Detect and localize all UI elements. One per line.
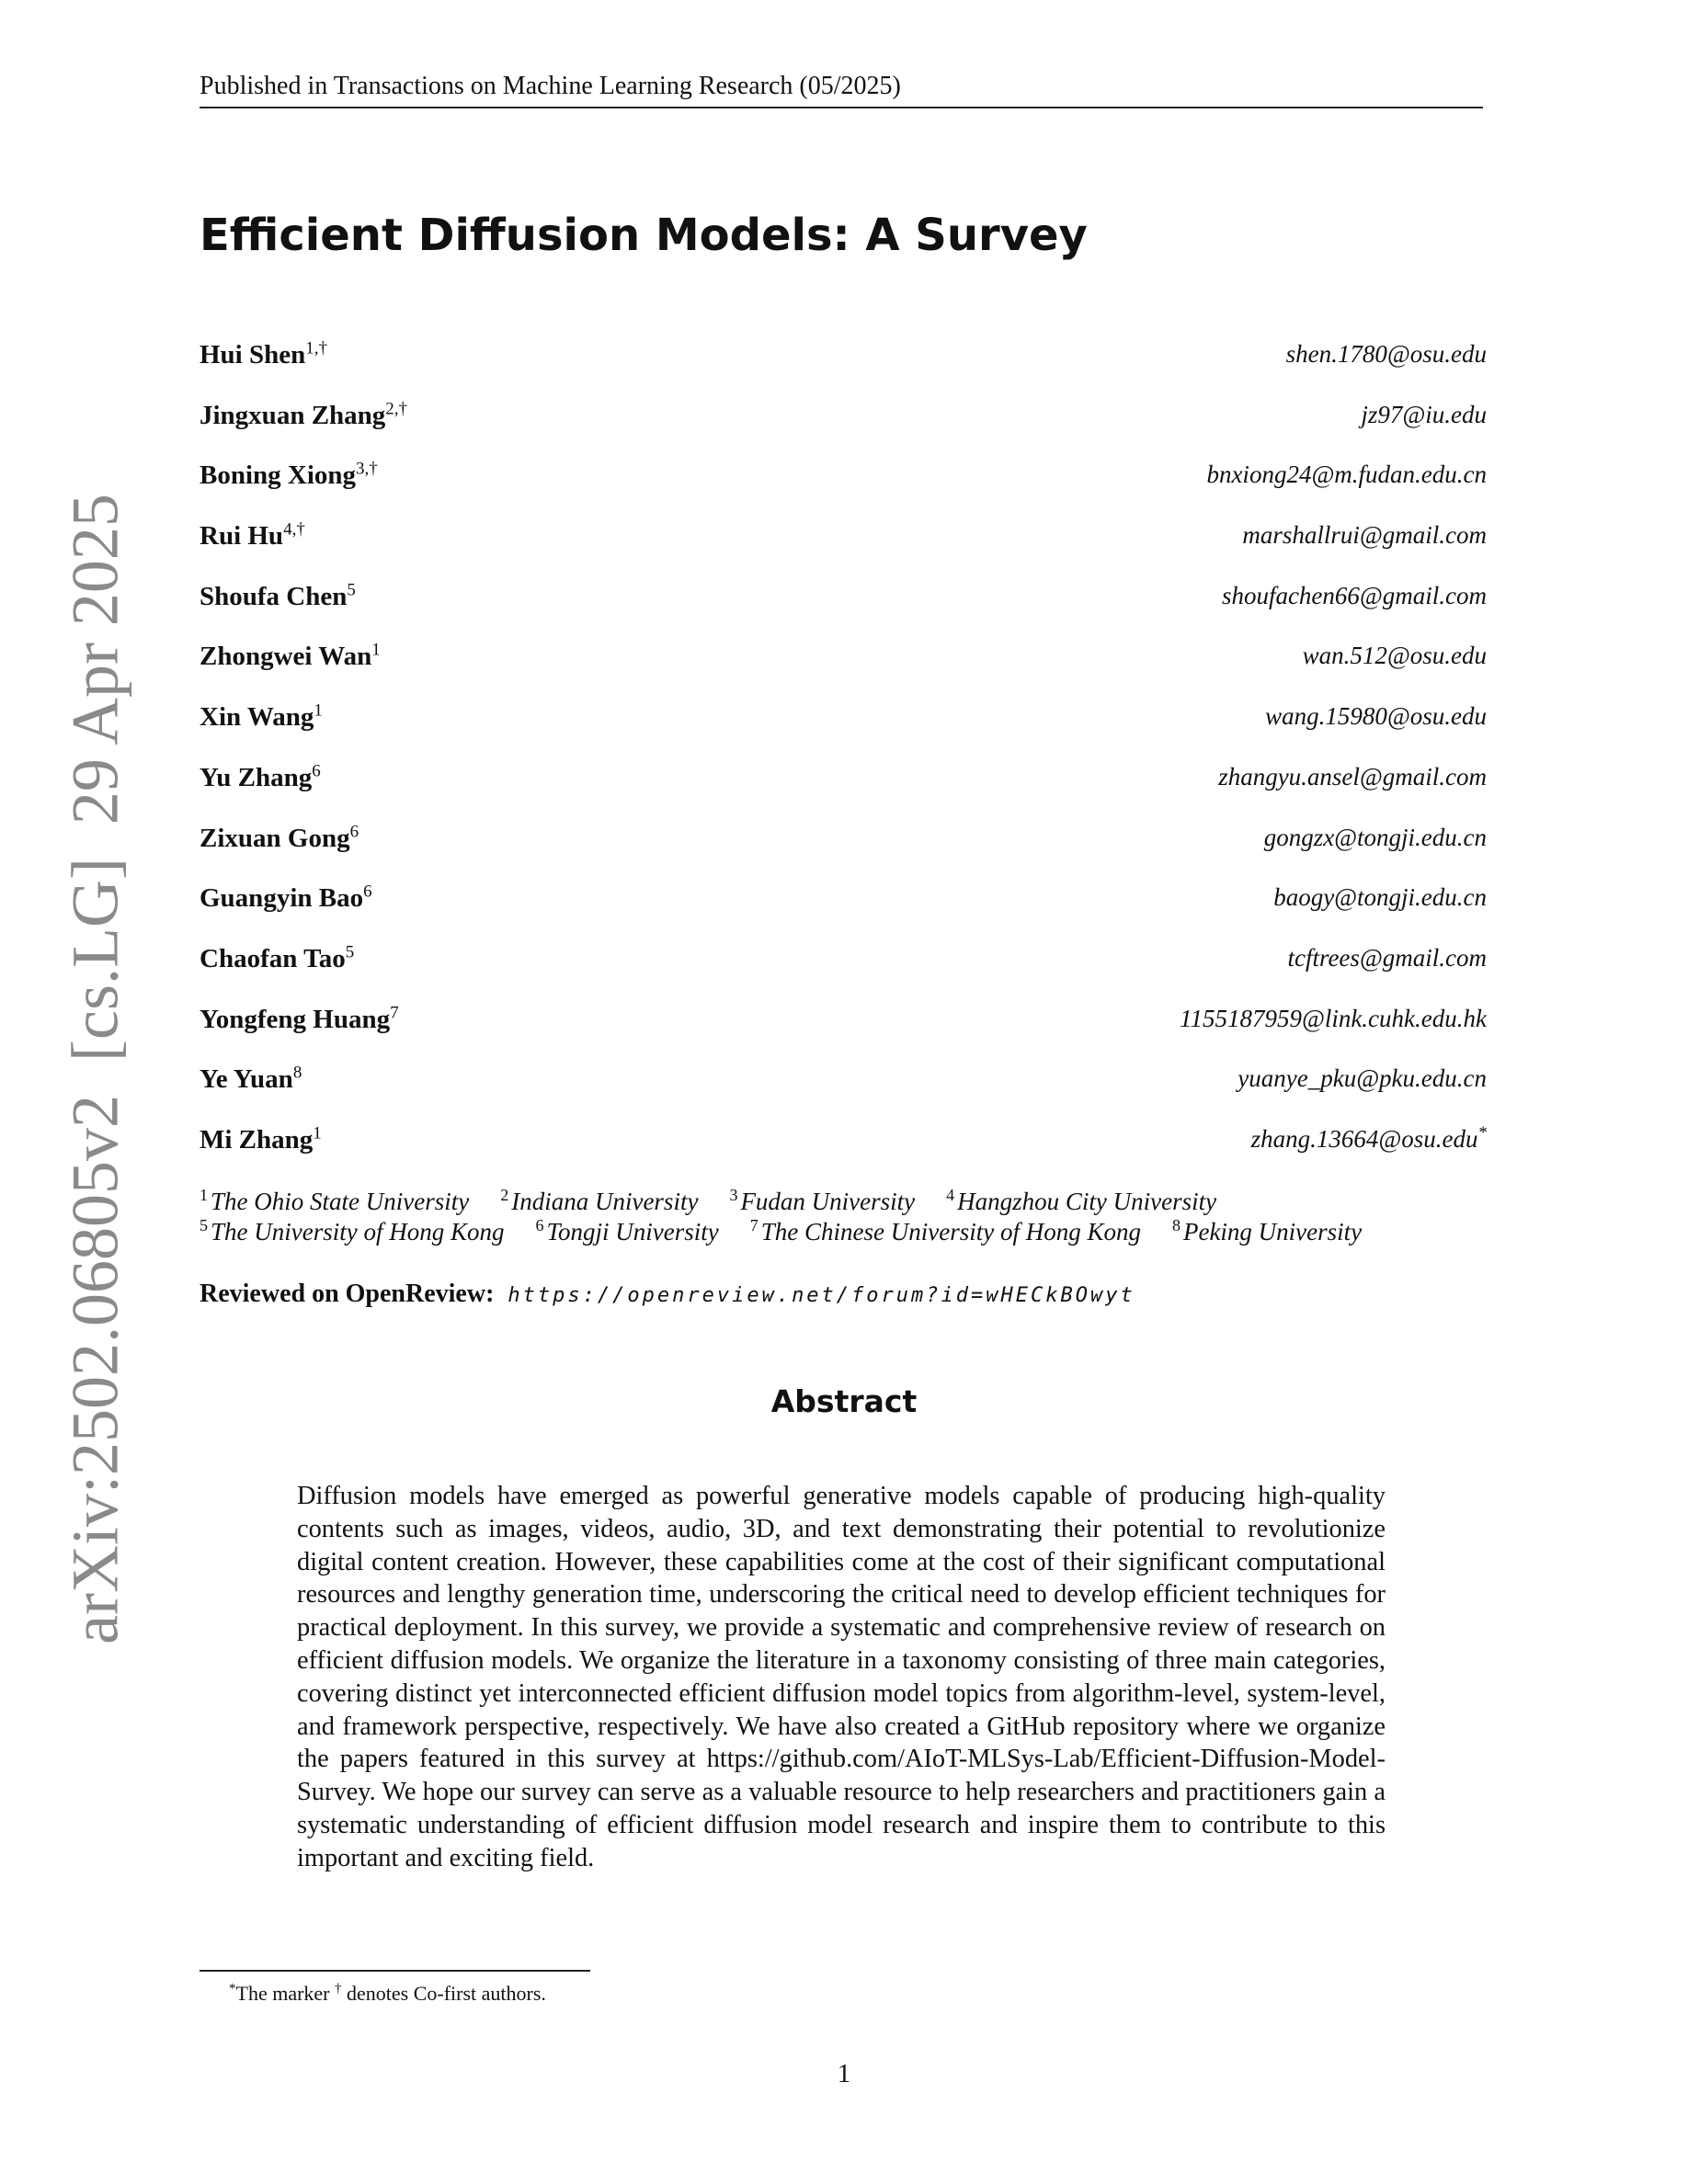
running-header: Published in Transactions on Machine Learning Research (05/2025) (200, 72, 1483, 108)
author-affiliation-marker: 3,† (356, 459, 378, 479)
author-name (200, 401, 407, 431)
author-email-text: jz97@iu.edu (1361, 400, 1487, 428)
author-email-text: zhang.13664@osu.edu (1250, 1124, 1478, 1153)
author-list (200, 340, 1487, 1186)
affiliation (729, 1188, 915, 1215)
affiliation-name: The Chinese University of Hong Kong (760, 1218, 1141, 1246)
abstract-body: Diffusion models have emerged as powerful generative models capable of producing high-quality contents such as images, videos, audio, 3D, and text demonstrating their potential to revolutionize digital content creation. However, these capabilities come at the cost of their significant computational resources and lengthy generation time, underscoring the critical need to develop efficient techniques for practical deployment. In this survey, we provide a systematic and comprehensive review of research on efficient diffusion models. We organize the literature in a taxonomy consisting of three main categories, covering distinct yet interconnected efficient diffusion model topics from algorithm-level, system-level, and framework perspective, respectively. We have also created a GitHub repository where we organize the papers featured in this survey at https://github.com/AIoT-MLSys-Lab/Efficient-Diffusion-Model-Survey. We hope our survey can serve as a valuable resource to help researchers and practitioners gain a systematic understanding of efficient diffusion model research and inspire them to contribute to this important and exciting field. (297, 1482, 1386, 1872)
author-email[interactable] (1222, 582, 1487, 610)
author-name-text: Jingxuan Zhang (200, 400, 386, 430)
author-name (200, 883, 372, 914)
page-number: 1 (837, 2059, 851, 2088)
openreview-link[interactable]: https://openreview.net/forum?id=wHECkBOwyt (508, 1284, 1135, 1307)
author-email-text: shen.1780@osu.edu (1285, 340, 1487, 368)
author-row (200, 883, 1487, 944)
affiliation-name: Fudan University (740, 1188, 916, 1215)
author-name (200, 461, 378, 491)
author-email[interactable] (1237, 1064, 1487, 1093)
affiliation (500, 1188, 698, 1215)
author-email-text: marshallrui@gmail.com (1242, 521, 1487, 550)
author-email[interactable] (1218, 763, 1487, 791)
author-row (200, 763, 1487, 824)
author-row (200, 1002, 1487, 1065)
footnote-mark: * (229, 1981, 236, 1996)
author-name (200, 582, 356, 612)
author-row (200, 944, 1487, 1005)
author-email-text: wang.15980@osu.edu (1265, 702, 1487, 731)
author-email-text: 1155187959@link.cuhk.edu.hk (1179, 1004, 1487, 1032)
author-name-text: Zhongwei Wan (200, 642, 372, 672)
author-email-text: baogy@tongji.edu.cn (1273, 883, 1487, 912)
author-affiliation-marker: 6 (363, 882, 372, 902)
author-affiliation-marker: 6 (312, 761, 321, 781)
author-row (200, 401, 1487, 461)
affiliation-name: Peking University (1182, 1218, 1363, 1246)
abstract-heading: Abstract (770, 1383, 918, 1419)
affiliation (200, 1188, 469, 1215)
author-email[interactable] (1250, 1122, 1487, 1154)
author-affiliation-marker: 5 (347, 580, 356, 600)
author-row (200, 340, 1487, 401)
author-row (200, 642, 1487, 702)
author-affiliation-marker: 1 (371, 640, 381, 660)
affiliation-name: Hangzhou City University (957, 1188, 1217, 1215)
author-affiliation-marker: 4,† (283, 519, 305, 540)
author-affiliation-marker: 1 (313, 1123, 322, 1143)
author-row (200, 1064, 1487, 1125)
author-name (200, 642, 381, 672)
author-name-text: Zixuan Gong (200, 823, 350, 853)
author-name-text: Yu Zhang (200, 762, 313, 792)
footnote-dagger: † (335, 1981, 342, 1996)
author-affiliation-marker: 1 (314, 700, 323, 721)
author-row (200, 461, 1487, 521)
author-name-text: Guangyin Bao (200, 883, 364, 914)
affiliation (946, 1188, 1216, 1215)
affiliation-number: 6 (535, 1216, 544, 1234)
author-name (200, 763, 321, 793)
author-name (200, 1064, 302, 1095)
author-name-text: Xin Wang (200, 702, 314, 733)
openreview-line (200, 1280, 1135, 1309)
affiliation-line (200, 1218, 1393, 1246)
footnote-text-before: The marker (235, 1982, 335, 2005)
author-affiliation-marker: 6 (349, 821, 359, 841)
affiliation (200, 1218, 504, 1246)
affiliation (535, 1218, 718, 1246)
author-name (200, 821, 359, 854)
author-affiliation-marker: 1,† (305, 338, 327, 358)
affiliation-number: 2 (500, 1186, 509, 1204)
affiliation (750, 1218, 1141, 1246)
affiliation-number: 5 (200, 1216, 208, 1234)
author-email[interactable] (1273, 883, 1487, 912)
openreview-label: Reviewed on OpenReview: (200, 1280, 495, 1308)
author-name (200, 1002, 399, 1035)
affiliation-name: The University of Hong Kong (211, 1218, 505, 1246)
author-email-text: shoufachen66@gmail.com (1221, 581, 1487, 609)
author-name (200, 521, 305, 552)
author-name-text: Hui Shen (200, 340, 306, 370)
author-email[interactable] (1287, 944, 1487, 973)
author-email-text: wan.512@osu.edu (1302, 642, 1487, 670)
author-affiliation-marker: 2,† (385, 399, 408, 419)
author-email-text: zhangyu.ansel@gmail.com (1218, 762, 1487, 791)
arxiv-stamp: arXiv:2502.06805v2 [cs.LG] 29 Apr 2025 (58, 494, 132, 1644)
author-email-text: bnxiong24@m.fudan.edu.cn (1206, 461, 1487, 489)
author-email[interactable] (1242, 521, 1487, 550)
author-name-text: Ye Yuan (200, 1064, 293, 1095)
affiliation-number: 8 (1171, 1216, 1180, 1234)
author-affiliation-marker: 8 (292, 1063, 302, 1083)
affiliation-number: 1 (200, 1186, 208, 1204)
author-email[interactable] (1361, 401, 1487, 429)
affiliation-name: The Ohio State University (211, 1188, 470, 1215)
author-email-text: gongzx@tongji.edu.cn (1263, 823, 1487, 851)
paper-title: Efficient Diffusion Models: A Survey (200, 210, 1088, 261)
affiliation-number: 7 (749, 1216, 758, 1234)
author-name-text: Boning Xiong (200, 461, 357, 491)
author-name-text: Yongfeng Huang (200, 1004, 391, 1034)
author-name-text: Mi Zhang (200, 1124, 314, 1155)
affiliation (1172, 1218, 1362, 1246)
affiliation-line (200, 1188, 1248, 1216)
corresponding-author-marker: * (1477, 1122, 1487, 1143)
author-email-text: yuanye_pku@pku.edu.cn (1237, 1064, 1487, 1093)
author-name (200, 702, 323, 733)
affiliation-name: Tongji University (546, 1218, 719, 1246)
footnote (229, 1982, 546, 2006)
footnote-divider (200, 1970, 590, 1972)
author-row (200, 521, 1487, 582)
author-row (200, 702, 1487, 763)
affiliation-number: 4 (946, 1186, 955, 1204)
author-row (200, 821, 1487, 884)
author-name-text: Rui Hu (200, 521, 284, 552)
author-email[interactable] (1180, 1005, 1487, 1033)
author-email-text: tcftrees@gmail.com (1287, 943, 1487, 972)
footnote-text-after: denotes Co-first authors. (341, 1982, 546, 2005)
author-row (200, 1122, 1487, 1186)
author-email[interactable] (1206, 461, 1487, 489)
author-email[interactable] (1265, 702, 1487, 731)
affiliation-number: 3 (729, 1186, 738, 1204)
author-row (200, 582, 1487, 643)
author-name-text: Shoufa Chen (200, 581, 348, 611)
author-name-text: Chaofan Tao (200, 943, 346, 973)
author-affiliation-marker: 7 (390, 1002, 399, 1022)
author-email[interactable] (1303, 642, 1487, 670)
author-email[interactable] (1286, 340, 1487, 369)
author-affiliation-marker: 5 (345, 942, 355, 962)
author-name (200, 1125, 322, 1155)
author-email[interactable] (1264, 824, 1487, 852)
author-name (200, 340, 327, 370)
affiliation-name: Indiana University (511, 1188, 699, 1215)
author-name (200, 944, 354, 974)
